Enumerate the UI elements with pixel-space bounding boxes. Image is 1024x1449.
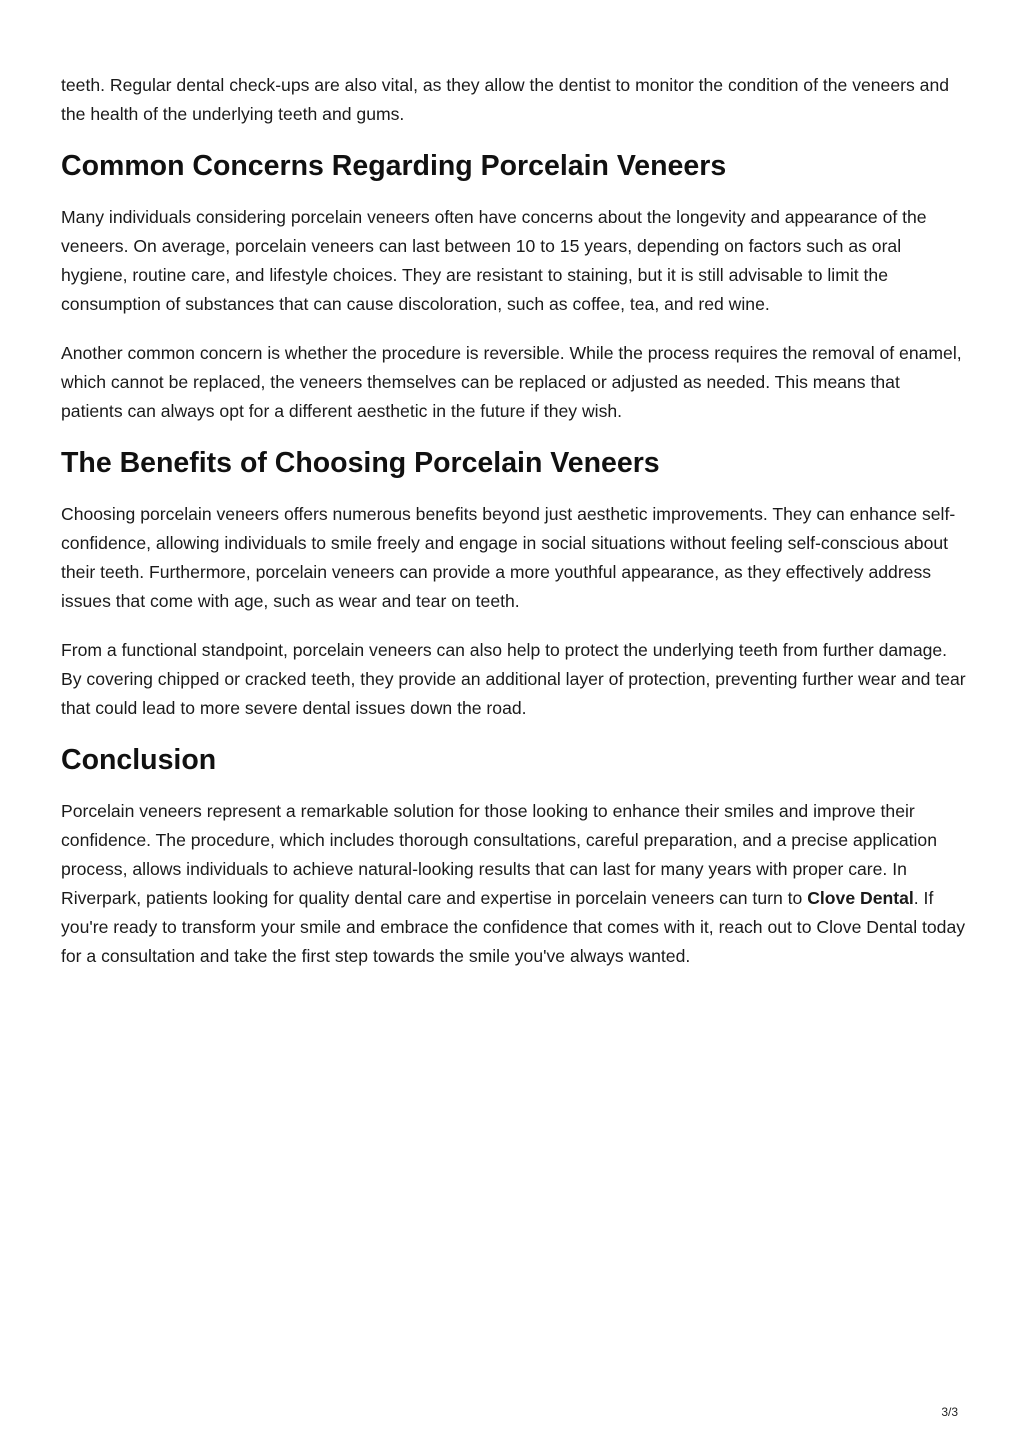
conclusion-text-before: Porcelain veneers represent a remarkable solution for those looking to enhance their smiles and improve their confidence. The procedure, which includes thorough consultations, careful preparation, and a precise application process, allows individuals to achieve natural-looking results that can last for many years with proper care. In Riverpark, patients looking for quality dental care and expertise in porcelain veneers can turn to: [61, 801, 938, 908]
page-number: 3/3: [941, 1405, 958, 1419]
concerns-paragraph-1: Many individuals considering porcelain veneers often have concerns about the longevity and appearance of the veneers. On average, porcelain veneers can last between 10 to 15 years, depending on factors such as oral hygiene, routine care, and lifestyle choices. They are resistant to staining, but it is still advisable to limit the consumption of substances that can cause discoloration, such as coffee, tea, and red wine.: [61, 207, 927, 314]
section-heading-benefits: The Benefits of Choosing Porcelain Veneers: [61, 447, 660, 479]
benefits-paragraph-1: Choosing porcelain veneers offers numerous benefits beyond just aesthetic improvements. They can enhance self-confidence, allowing individuals to smile freely and engage in social situations without feeling self-conscious about their teeth. Furthermore, porcelain veneers can provide a more youthful appearance, as they effectively address issues that come with age, such as wear and tear on teeth.: [61, 504, 956, 611]
intro-paragraph: teeth. Regular dental check-ups are also vital, as they allow the dentist to monitor the condition of the veneers and the health of the underlying teeth and gums.: [61, 75, 950, 124]
clove-dental-bold: Clove Dental: [807, 888, 914, 908]
section-heading-conclusion: Conclusion: [61, 744, 217, 776]
benefits-paragraph-2: From a functional standpoint, porcelain veneers can also help to protect the underlying teeth from further damage. By covering chipped or cracked teeth, they provide an additional layer of protection, preventing further wear and tear that could lead to more severe dental issues down the road.: [61, 640, 966, 718]
section-heading-common-concerns: Common Concerns Regarding Porcelain Veneers: [61, 150, 727, 182]
conclusion-paragraph: [61, 797, 966, 971]
conclusion-text-after: . If you're ready to transform your smile and embrace the confidence that comes with it, reach out to Clove Dental today for a consultation and take the first step towards the smile you've always wanted.: [61, 888, 966, 966]
concerns-paragraph-2: Another common concern is whether the procedure is reversible. While the process requires the removal of enamel, which cannot be replaced, the veneers themselves can be replaced or adjusted as needed. This means that patients can always opt for a different aesthetic in the future if they wish.: [61, 343, 962, 421]
document-page: [61, 71, 966, 991]
